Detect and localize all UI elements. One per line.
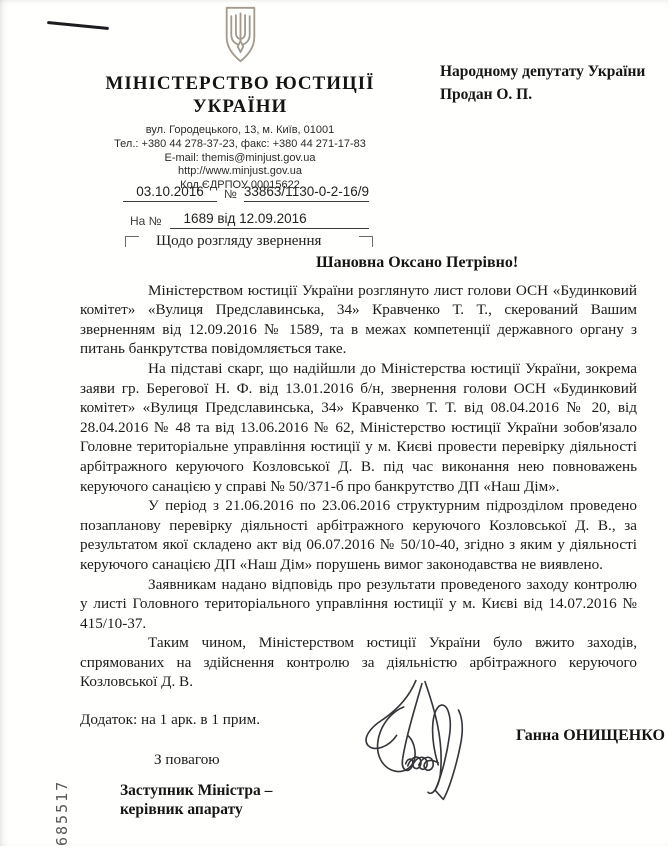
recipient-block [440, 60, 645, 106]
vertical-stamp-number: 685517 [53, 779, 71, 846]
body-paragraph: У період з 21.06.2016 по 23.06.2016 структурним підрозділом проведено позапланову перевірку діяльності арбітражного керуючого Козловської Д. В., за результатом якої складено акт від 06.07.2016 № 50/10-40, згідно з яким у діяльності керуючого санацією ДП «Наш Дім» порушень вимог законодавства не виявлено. [80, 497, 637, 573]
signer-position-line2: керівник апарату [120, 801, 243, 819]
attachment-note: Додаток: на 1 арк. в 1 прим. [80, 711, 260, 729]
reply-reference-row [130, 211, 369, 229]
phone-line: Тел.: +380 44 278-37-23, факс: +380 44 271-17-83 [114, 137, 366, 150]
email-line: E-mail: themis@minjust.gov.ua [164, 151, 316, 164]
body-paragraph: На підставі скарг, що надійшли до Міністерства юстиції України, зокрема заяви гр. Берегової Н. Ф. від 13.01.2016 б/н, звернення голови ОСН «Будинковий комітет» «Вулиця Предславинська, 34» Кравченко Т. Т. від 08.04.2016 № 20, від 28.04.2016 № 48 та від 13.06.2016 № 62, Міністерство юстиції України зобов'язало Головне територіальне управління юстиції у м. Києві провести перевірку діяльності арбітражного керуючого Козловської Д. В. під час виконання нею повноважень керуючого санацією у справі № 50/371-б про банкрутство ДП «Наш Дім». [80, 359, 637, 495]
letterhead [88, 6, 392, 193]
signer-name: Ганна ОНИЩЕНКО [516, 727, 665, 744]
subject-text: Щодо розгляду звернення [156, 233, 322, 249]
body-paragraph: Заявникам надано відповідь про результати проведеного заходу контролю у листі Головного територіального управління юстиції у м. Києві від 14.07.2016 № 415/10-37. [80, 575, 637, 632]
letter-date-field: 03.10.2016 [123, 184, 217, 202]
subject-row [125, 233, 373, 250]
corner-bracket-right [359, 236, 373, 247]
body-paragraph: Міністерством юстиції України розглянуто лист голови ОСН «Будинковий комітет» «Вулиця Предславинська, 34» Кравченко Т. Т., скерований Вашим зверненням від 12.09.2016 № 1589, та в межах компетенції державного органу з питань банкрутства повідомляється таке. [80, 281, 637, 358]
number-label: № [224, 187, 237, 201]
registration-row [123, 184, 369, 202]
reply-number-label: На № [130, 214, 162, 228]
salutation: Шановна Оксано Петрівно! [316, 254, 519, 271]
ukraine-trident-emblem-icon [217, 6, 264, 64]
handwritten-signature [358, 676, 492, 806]
contact-block [88, 124, 392, 193]
org-name-line1: МІНІСТЕРСТВО ЮСТИЦІЇ [105, 73, 375, 94]
reply-number-field: 1689 від 12.09.2016 [170, 211, 369, 229]
address-line: вул. Городецького, 13, м. Київ, 01001 [145, 124, 335, 136]
corner-bracket-left [125, 236, 139, 247]
signer-position-line1: Заступник Міністра – [120, 782, 273, 800]
recipient-line2: Продан О. П. [440, 86, 533, 103]
recipient-line1: Народному депутату України [440, 63, 646, 80]
edrpou-line: Код ЄДРПОУ 00015622 [180, 179, 300, 192]
body-paragraph: Таким чином, Міністерством юстиції України було вжито заходів, спрямованих на здійснення контролю за діяльністю арбітражного керуючого Козловської Д. В. [80, 634, 637, 691]
org-name-line2: УКРАЇНИ [192, 96, 288, 117]
website-line: http://www.minjust.gov.ua [178, 165, 302, 178]
letter-number-field: 33863/1130-0-2-16/9 [244, 184, 369, 202]
regards-line: З повагою [154, 750, 220, 768]
